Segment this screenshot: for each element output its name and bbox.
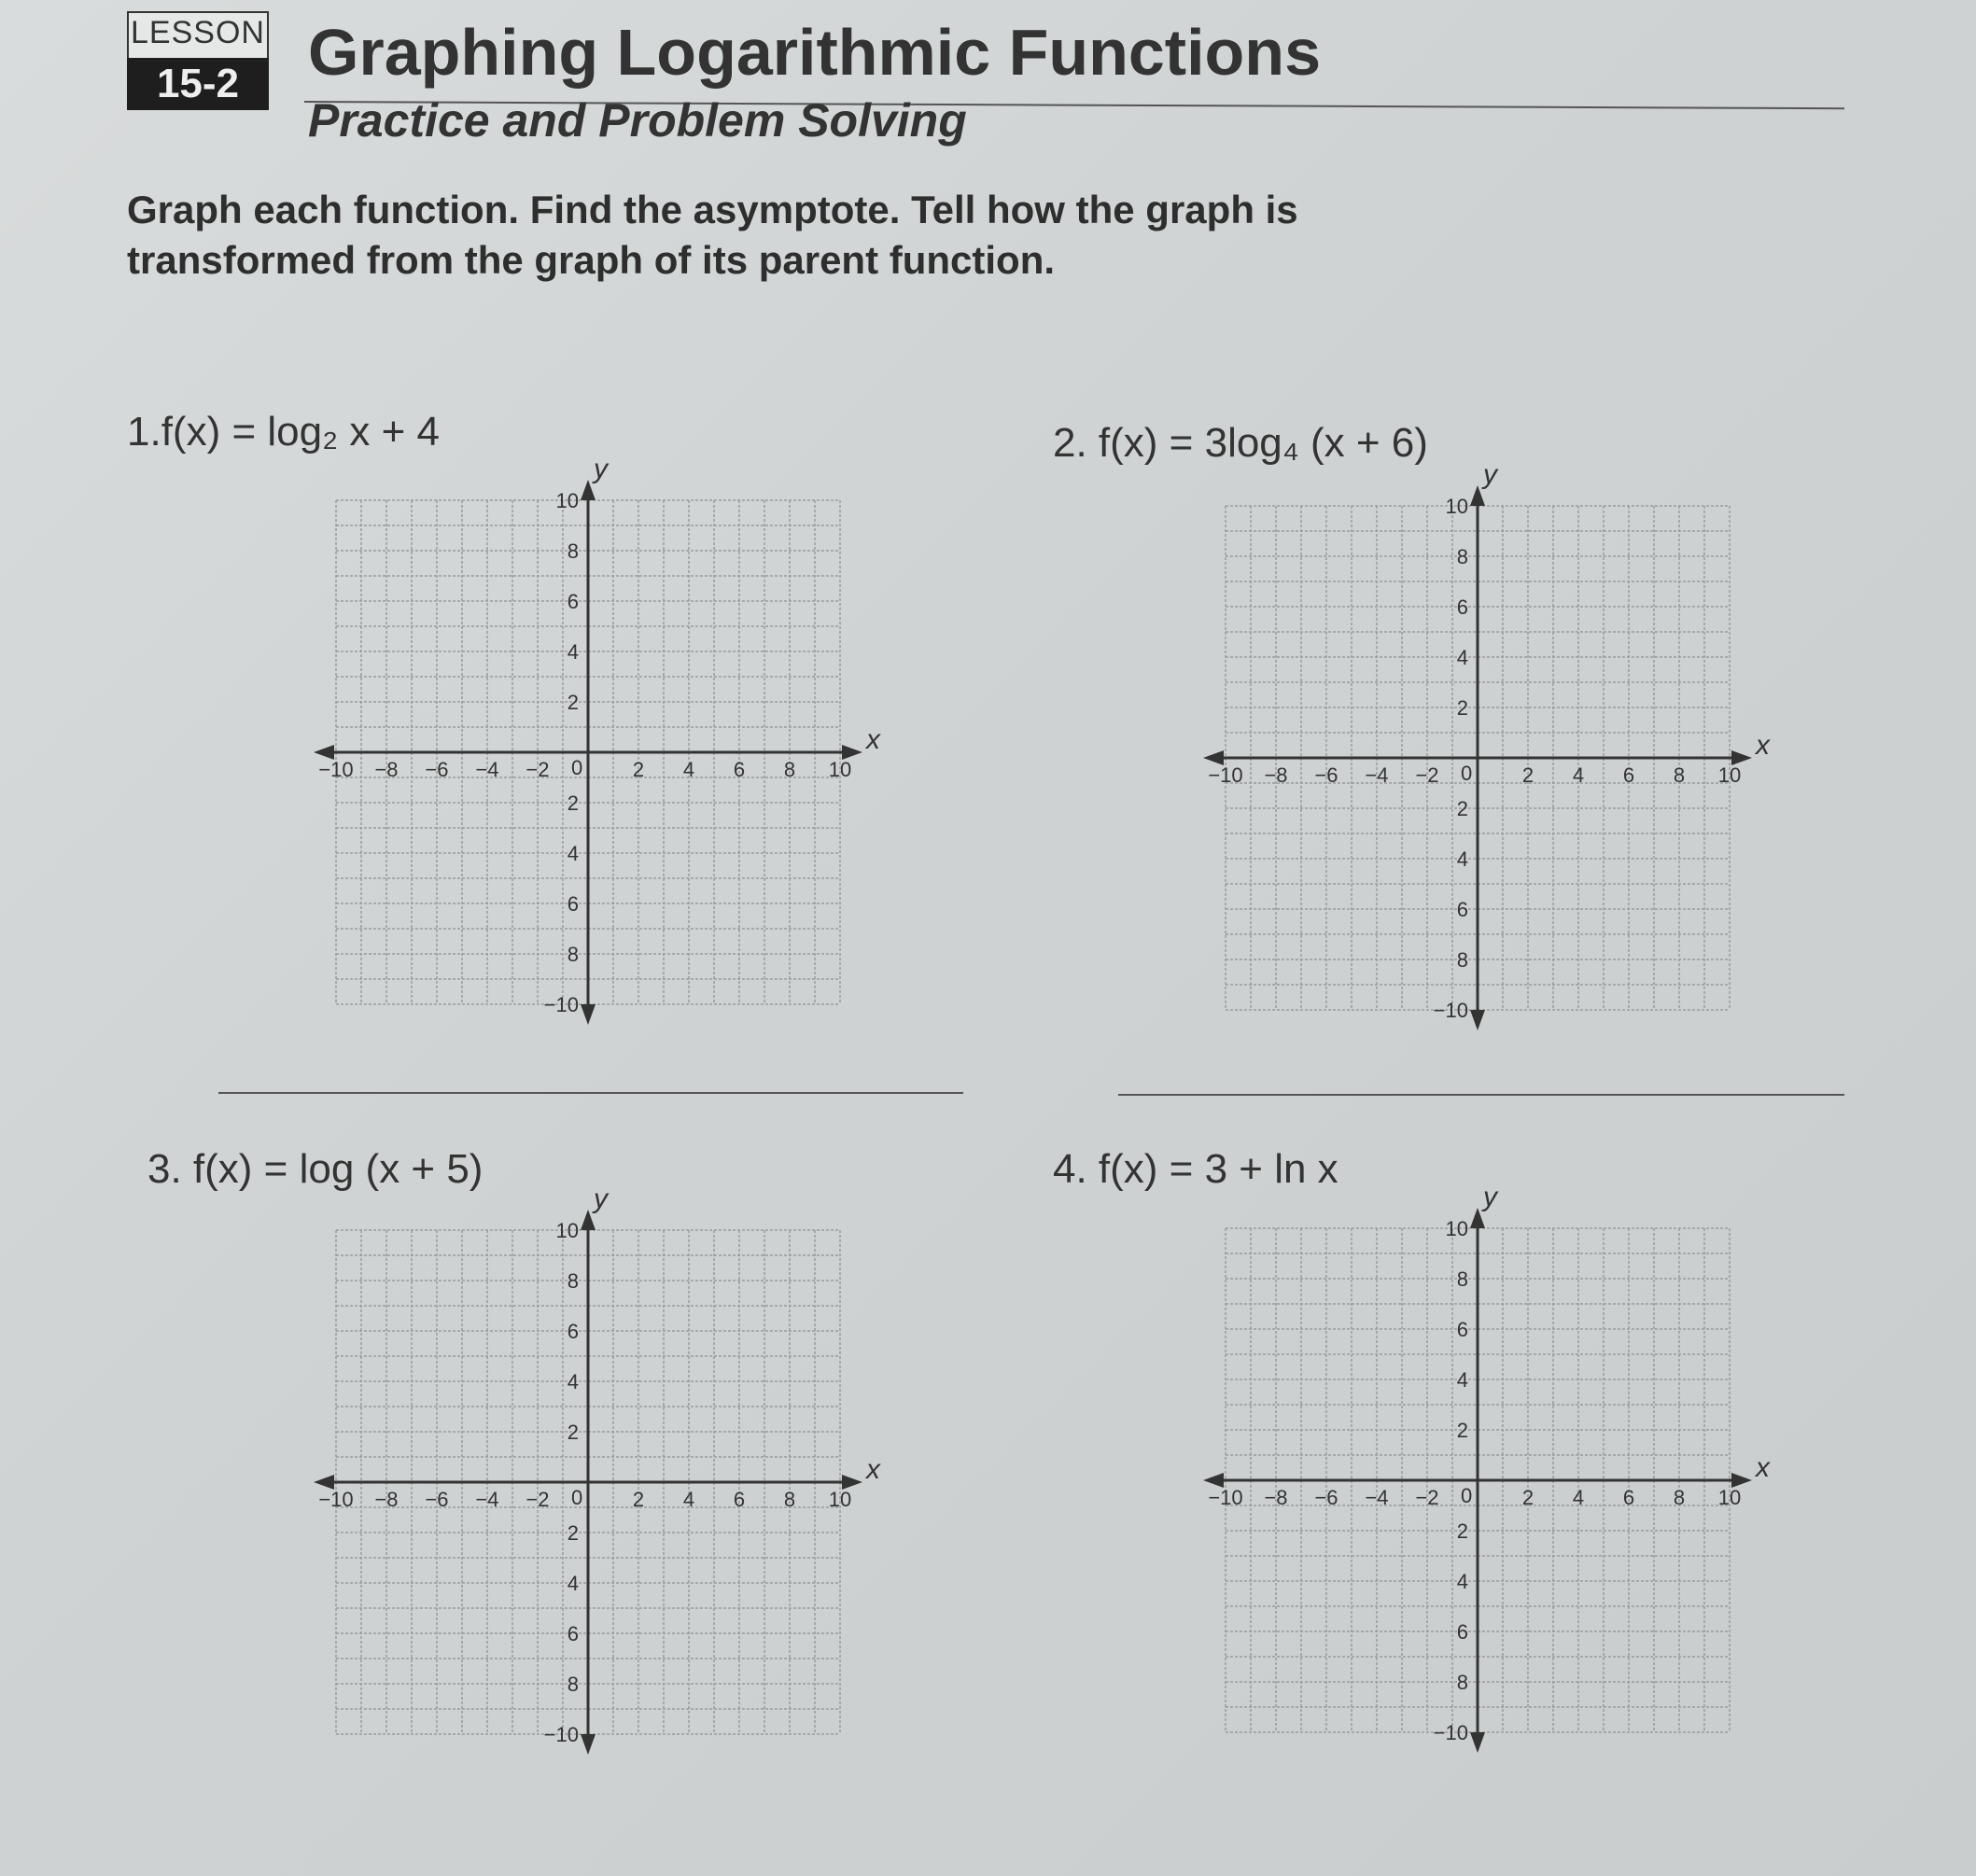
instructions: Graph each function. Find the asymptote. Tell how the graph is transformed from the graph of its parent function.	[127, 188, 1298, 282]
grid-3-y-tick-label: 4	[567, 1370, 579, 1393]
grid-4-y-tick-label: 10	[1445, 1217, 1468, 1240]
grid-1-x-tick-label: 2	[632, 758, 645, 781]
grid-4-y-tick-label: 6	[1456, 1620, 1468, 1644]
grid-1-y-tick-label: 4	[567, 640, 579, 664]
grid-2-y-tick-label: −10	[1433, 999, 1468, 1022]
grid-3-y-tick-label: 8	[567, 1673, 579, 1696]
grid-1-y-label: y	[594, 454, 608, 484]
grid-2-x-tick-label: 6	[1622, 763, 1635, 787]
grid-2-y-tick-label: 8	[1456, 948, 1468, 972]
grid-2-y-tick-label: 4	[1456, 646, 1468, 669]
grid-3-x-tick-label: 2	[632, 1488, 645, 1511]
grid-4-x-tick-label: 2	[1521, 1486, 1535, 1509]
grid-3-y-tick-label: 10	[555, 1219, 579, 1242]
grid-3-x-tick-label: 6	[733, 1488, 746, 1511]
grid-2-y-tick-label: 2	[1456, 797, 1468, 820]
grid-1-y-tick-label: 2	[567, 691, 579, 714]
grid-3-x-label: x	[866, 1454, 880, 1485]
grid-4-x-tick-label: 10	[1717, 1486, 1742, 1509]
grid-4-x-tick-label: −6	[1314, 1486, 1338, 1509]
grid-3-y-label: y	[594, 1183, 608, 1214]
grid-2-y-tick-label: 10	[1445, 495, 1468, 518]
grid-4-y-tick-label: 6	[1456, 1318, 1468, 1341]
grid-4-y-label: y	[1483, 1182, 1497, 1212]
grid-1-origin-label: 0	[571, 756, 583, 779]
grid-1-arrow-down	[581, 1004, 596, 1025]
grid-2-x-tick-label: −10	[1208, 763, 1243, 787]
problem-4-label: 4. f(x) = 3 + ln x	[1053, 1146, 1338, 1192]
grid-1-x-tick-label: 6	[733, 758, 746, 781]
lesson-number: 15-2	[127, 58, 269, 110]
grid-1-x-label: x	[866, 724, 880, 755]
grid-1-y-tick-label: 8	[567, 539, 579, 563]
grid-2-x-label: x	[1756, 730, 1770, 761]
grid-4-arrow-down	[1470, 1732, 1485, 1753]
grid-1-x-tick-label: −10	[318, 758, 354, 781]
lesson-word: LESSON	[131, 15, 265, 50]
grid-1-x-tick-label: 4	[682, 758, 695, 781]
page-title: Graphing Logarithmic Functions	[308, 16, 1321, 89]
grid-1-x-tick-label: −4	[475, 758, 499, 781]
grid-4-x-label: x	[1756, 1452, 1770, 1483]
grid-3-y-tick-label: 6	[567, 1320, 579, 1343]
grid-2-x-tick-label: −6	[1314, 763, 1338, 787]
grid-2-x-tick-label: 8	[1673, 763, 1686, 787]
grid-4-x-tick-label: −10	[1208, 1486, 1243, 1509]
grid-4-y-tick-label: 8	[1456, 1267, 1468, 1291]
grid-3-x-tick-label: −6	[425, 1488, 449, 1511]
grid-1-y-tick-label: 10	[555, 489, 579, 512]
grid-1-y-tick-label: −10	[543, 993, 579, 1016]
grid-2-y-tick-label: 8	[1456, 545, 1468, 568]
grid-3-y-tick-label: 2	[567, 1521, 579, 1545]
grid-3-origin-label: 0	[571, 1486, 583, 1509]
problem-3-label: 3. f(x) = log (x + 5)	[147, 1146, 483, 1192]
grid-3-y-tick-label: −10	[543, 1723, 579, 1746]
grid-2-arrow-down	[1470, 1010, 1485, 1030]
grid-2-origin-label: 0	[1461, 762, 1473, 785]
grid-2-x-tick-label: 10	[1717, 763, 1742, 787]
grid-1-y-tick-label: 6	[567, 892, 579, 916]
problem-1-label: 1.f(x) = log₂ x + 4	[127, 409, 441, 455]
grid-1-x-tick-label: −2	[526, 758, 550, 781]
grid-3-y-tick-label: 4	[567, 1572, 579, 1595]
grid-1-y-tick-label: 4	[567, 842, 579, 865]
grid-4-x-tick-label: −8	[1264, 1486, 1288, 1509]
grid-4-y-tick-label: 8	[1456, 1671, 1468, 1694]
grid-1-x-tick-label: 8	[783, 758, 796, 781]
page-subtitle: Practice and Problem Solving	[308, 94, 967, 147]
grid-3-x-tick-label: 10	[828, 1488, 852, 1511]
grid-4-x-tick-label: 6	[1622, 1486, 1635, 1509]
grid-1-y-tick-label: 6	[567, 590, 579, 613]
grid-4-x-tick-label: −4	[1365, 1486, 1389, 1509]
grid-3-y-tick-label: 6	[567, 1622, 579, 1645]
grid-1-x-tick-label: −6	[425, 758, 449, 781]
grid-3-arrow-down	[581, 1734, 596, 1755]
grid-2-y-label: y	[1483, 459, 1497, 490]
grid-4-y-tick-label: 2	[1456, 1419, 1468, 1442]
grid-2-y-tick-label: 6	[1456, 595, 1468, 619]
grid-4-x-tick-label: −2	[1415, 1486, 1439, 1509]
grid-2-x-tick-label: −4	[1365, 763, 1389, 787]
grid-4-y-tick-label: 2	[1456, 1519, 1468, 1543]
grid-4-y-tick-label: 4	[1456, 1570, 1468, 1593]
grid-4-x-tick-label: 4	[1572, 1486, 1585, 1509]
grid-3-x-tick-label: 8	[783, 1488, 796, 1511]
grid-3-x-tick-label: −10	[318, 1488, 354, 1511]
grid-1-y-tick-label: 8	[567, 943, 579, 966]
grid-3-x-tick-label: −2	[526, 1488, 550, 1511]
grid-3-x-tick-label: 4	[682, 1488, 695, 1511]
grid-2-x-tick-label: −8	[1264, 763, 1288, 787]
grid-2-y-tick-label: 6	[1456, 898, 1468, 921]
grid-2-y-tick-label: 4	[1456, 847, 1468, 871]
grid-3-y-tick-label: 2	[567, 1421, 579, 1444]
grid-2-x-tick-label: −2	[1415, 763, 1439, 787]
grid-3-y-tick-label: 8	[567, 1269, 579, 1293]
grid-2-x-tick-label: 4	[1572, 763, 1585, 787]
grid-2-y-tick-label: 2	[1456, 696, 1468, 720]
grid-3-x-tick-label: −4	[475, 1488, 499, 1511]
grid-4-y-tick-label: 4	[1456, 1368, 1468, 1392]
grid-1-x-tick-label: −8	[374, 758, 399, 781]
grid-1-x-tick-label: 10	[828, 758, 852, 781]
grid-4-origin-label: 0	[1461, 1484, 1473, 1507]
grid-1-y-tick-label: 2	[567, 791, 579, 815]
grid-4-y-tick-label: −10	[1433, 1721, 1468, 1744]
grid-2-x-tick-label: 2	[1521, 763, 1535, 787]
grid-3-x-tick-label: −8	[374, 1488, 399, 1511]
problem-2-label: 2. f(x) = 3log₄ (x + 6)	[1053, 420, 1428, 466]
grid-4-x-tick-label: 8	[1673, 1486, 1686, 1509]
